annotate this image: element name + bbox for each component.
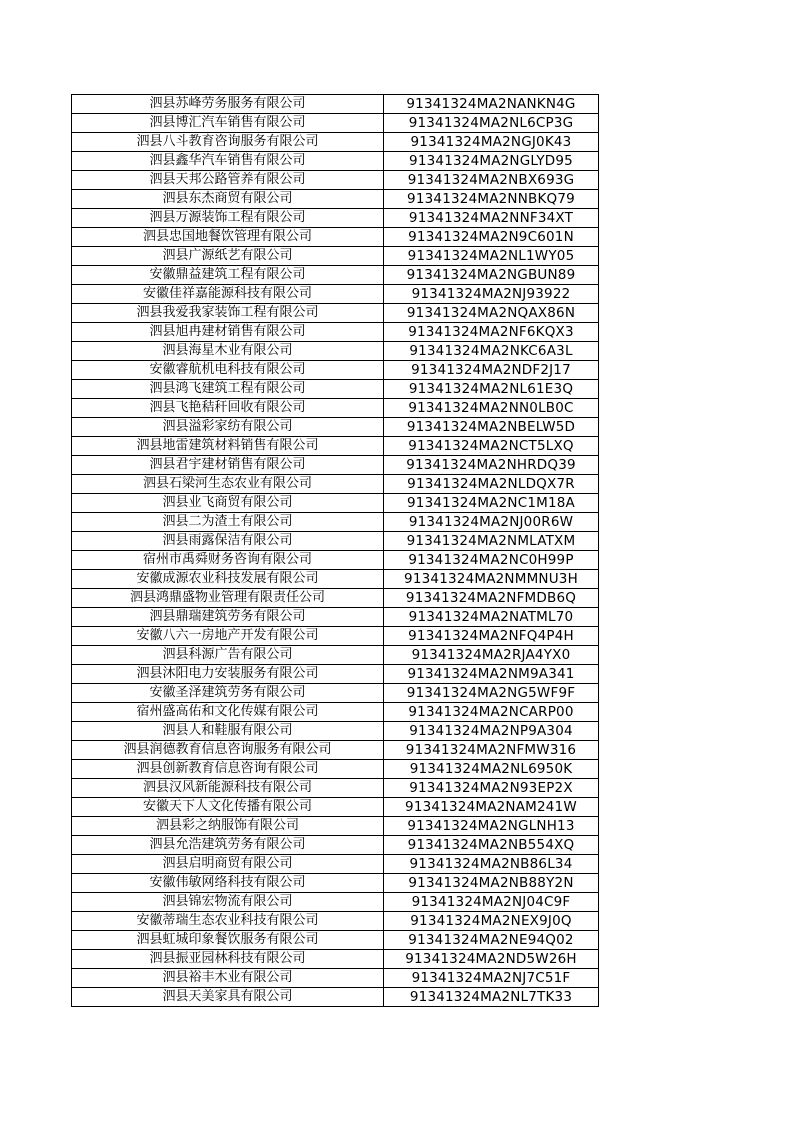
credit-code-cell: 91341324MA2NNBKQ79	[384, 190, 599, 209]
company-name-cell: 安徽天下人文化传播有限公司	[72, 798, 384, 817]
credit-code-cell: 91341324MA2NANKN4G	[384, 95, 599, 114]
company-name-cell: 泗县海星木业有限公司	[72, 342, 384, 361]
credit-code-cell: 91341324MA2NATML70	[384, 608, 599, 627]
table-row	[72, 323, 599, 342]
table-row	[72, 304, 599, 323]
company-name-cell: 泗县鑫华汽车销售有限公司	[72, 152, 384, 171]
table-row	[72, 399, 599, 418]
company-name-cell: 泗县业飞商贸有限公司	[72, 494, 384, 513]
company-name-cell: 安徽蒂瑞生态农业科技有限公司	[72, 912, 384, 931]
credit-code-cell: 91341324MA2NHRDQ39	[384, 456, 599, 475]
credit-code-cell: 91341324MA2NL7TK33	[384, 988, 599, 1007]
company-name-cell: 泗县科源广告有限公司	[72, 646, 384, 665]
credit-code-cell: 91341324MA2ND5W26H	[384, 950, 599, 969]
credit-code-cell: 91341324MA2NC1M18A	[384, 494, 599, 513]
credit-code-cell: 91341324MA2NJ00R6W	[384, 513, 599, 532]
company-name-cell: 泗县忠国地餐饮管理有限公司	[72, 228, 384, 247]
company-name-cell: 泗县天邦公路管养有限公司	[72, 171, 384, 190]
credit-code-cell: 91341324MA2NGLYD95	[384, 152, 599, 171]
credit-code-cell: 91341324MA2NL6950K	[384, 760, 599, 779]
table-row	[72, 893, 599, 912]
table-row	[72, 95, 599, 114]
credit-code-cell: 91341324MA2NGJ0K43	[384, 133, 599, 152]
company-name-cell: 泗县鸿飞建筑工程有限公司	[72, 380, 384, 399]
credit-code-cell: 91341324MA2NCT5LXQ	[384, 437, 599, 456]
table-row	[72, 779, 599, 798]
company-name-cell: 宿州市禹舜财务咨询有限公司	[72, 551, 384, 570]
credit-code-cell: 91341324MA2NFMW316	[384, 741, 599, 760]
table-row	[72, 228, 599, 247]
credit-code-cell: 91341324MA2NGBUN89	[384, 266, 599, 285]
table-row	[72, 266, 599, 285]
company-name-cell: 安徽八六一房地产开发有限公司	[72, 627, 384, 646]
table-row	[72, 133, 599, 152]
table-row	[72, 437, 599, 456]
credit-code-cell: 91341324MA2NM9A341	[384, 665, 599, 684]
company-name-cell: 泗县万源装饰工程有限公司	[72, 209, 384, 228]
company-name-cell: 泗县汉风新能源科技有限公司	[72, 779, 384, 798]
company-name-cell: 泗县溢彩家纺有限公司	[72, 418, 384, 437]
company-name-cell: 泗县锦宏物流有限公司	[72, 893, 384, 912]
table-row	[72, 931, 599, 950]
company-name-cell: 泗县石梁河生态农业有限公司	[72, 475, 384, 494]
company-name-cell: 泗县润德教育信息咨询服务有限公司	[72, 741, 384, 760]
credit-code-cell: 91341324MA2NQAX86N	[384, 304, 599, 323]
company-name-cell: 泗县苏峰劳务服务有限公司	[72, 95, 384, 114]
table-row	[72, 513, 599, 532]
credit-code-cell: 91341324MA2RJA4YX0	[384, 646, 599, 665]
credit-code-cell: 91341324MA2N93EP2X	[384, 779, 599, 798]
company-name-cell: 泗县博汇汽车销售有限公司	[72, 114, 384, 133]
credit-code-cell: 91341324MA2NFQ4P4H	[384, 627, 599, 646]
credit-code-cell: 91341324MA2NJ7C51F	[384, 969, 599, 988]
table-row	[72, 247, 599, 266]
company-name-cell: 泗县彩之纳服饰有限公司	[72, 817, 384, 836]
credit-code-cell: 91341324MA2NFMDB6Q	[384, 589, 599, 608]
company-name-cell: 安徽鼎益建筑工程有限公司	[72, 266, 384, 285]
table-row	[72, 969, 599, 988]
credit-code-cell: 91341324MA2NP9A304	[384, 722, 599, 741]
table-row	[72, 741, 599, 760]
credit-code-cell: 91341324MA2NB86L34	[384, 855, 599, 874]
table-body	[72, 95, 599, 1007]
company-name-cell: 泗县天美家具有限公司	[72, 988, 384, 1007]
table-row	[72, 361, 599, 380]
company-name-cell: 泗县沐阳电力安装服务有限公司	[72, 665, 384, 684]
company-name-cell: 泗县我爱我家装饰工程有限公司	[72, 304, 384, 323]
credit-code-cell: 91341324MA2NN0LB0C	[384, 399, 599, 418]
table-row	[72, 380, 599, 399]
company-name-cell: 泗县创新教育信息咨询有限公司	[72, 760, 384, 779]
company-name-cell: 泗县鸿鼎盛物业管理有限责任公司	[72, 589, 384, 608]
table-row	[72, 988, 599, 1007]
table-row	[72, 703, 599, 722]
credit-code-cell: 91341324MA2NF6KQX3	[384, 323, 599, 342]
credit-code-cell: 91341324MA2N9C601N	[384, 228, 599, 247]
company-registry-table	[71, 94, 599, 1007]
company-name-cell: 泗县振亚园林科技有限公司	[72, 950, 384, 969]
company-name-cell: 安徽成源农业科技发展有限公司	[72, 570, 384, 589]
table-row	[72, 342, 599, 361]
credit-code-cell: 91341324MA2NMLATXM	[384, 532, 599, 551]
credit-code-cell: 91341324MA2NGLNH13	[384, 817, 599, 836]
table-row	[72, 114, 599, 133]
company-name-cell: 安徽睿航机电科技有限公司	[72, 361, 384, 380]
credit-code-cell: 91341324MA2NBELW5D	[384, 418, 599, 437]
company-name-cell: 安徽佳祥嘉能源科技有限公司	[72, 285, 384, 304]
table-row	[72, 608, 599, 627]
credit-code-cell: 91341324MA2NEX9J0Q	[384, 912, 599, 931]
company-name-cell: 安徽圣泽建筑劳务有限公司	[72, 684, 384, 703]
table-row	[72, 285, 599, 304]
credit-code-cell: 91341324MA2NG5WF9F	[384, 684, 599, 703]
company-name-cell: 泗县虹城印象餐饮服务有限公司	[72, 931, 384, 950]
table-row	[72, 855, 599, 874]
company-name-cell: 安徽伟敏网络科技有限公司	[72, 874, 384, 893]
table-row	[72, 836, 599, 855]
credit-code-cell: 91341324MA2NB88Y2N	[384, 874, 599, 893]
company-name-cell: 泗县地雷建筑材料销售有限公司	[72, 437, 384, 456]
table-row	[72, 589, 599, 608]
company-name-cell: 泗县君宇建材销售有限公司	[72, 456, 384, 475]
credit-code-cell: 91341324MA2NB554XQ	[384, 836, 599, 855]
table-row	[72, 171, 599, 190]
table-row	[72, 722, 599, 741]
table-row	[72, 570, 599, 589]
table-row	[72, 627, 599, 646]
table-row	[72, 950, 599, 969]
credit-code-cell: 91341324MA2NJ04C9F	[384, 893, 599, 912]
table-row	[72, 152, 599, 171]
credit-code-cell: 91341324MA2NLDQX7R	[384, 475, 599, 494]
credit-code-cell: 91341324MA2NBX693G	[384, 171, 599, 190]
table-row	[72, 532, 599, 551]
company-name-cell: 泗县启明商贸有限公司	[72, 855, 384, 874]
company-name-cell: 泗县东杰商贸有限公司	[72, 190, 384, 209]
table-row	[72, 665, 599, 684]
table-row	[72, 646, 599, 665]
company-name-cell: 泗县裕丰木业有限公司	[72, 969, 384, 988]
company-name-cell: 泗县广源纸艺有限公司	[72, 247, 384, 266]
credit-code-cell: 91341324MA2NCARP00	[384, 703, 599, 722]
company-name-cell: 泗县八斗教育咨询服务有限公司	[72, 133, 384, 152]
company-name-cell: 泗县旭冉建材销售有限公司	[72, 323, 384, 342]
credit-code-cell: 91341324MA2NMMNU3H	[384, 570, 599, 589]
table-row	[72, 190, 599, 209]
table-row	[72, 418, 599, 437]
table-row	[72, 760, 599, 779]
company-name-cell: 泗县允浩建筑劳务有限公司	[72, 836, 384, 855]
table-row	[72, 684, 599, 703]
credit-code-cell: 91341324MA2NL1WY05	[384, 247, 599, 266]
company-name-cell: 泗县飞艳秸秆回收有限公司	[72, 399, 384, 418]
company-name-cell: 泗县雨露保洁有限公司	[72, 532, 384, 551]
credit-code-cell: 91341324MA2NC0H99P	[384, 551, 599, 570]
credit-code-cell: 91341324MA2NL61E3Q	[384, 380, 599, 399]
table-row	[72, 456, 599, 475]
table-row	[72, 798, 599, 817]
credit-code-cell: 91341324MA2NJ93922	[384, 285, 599, 304]
credit-code-cell: 91341324MA2NAM241W	[384, 798, 599, 817]
table-row	[72, 494, 599, 513]
table-row	[72, 551, 599, 570]
table-row	[72, 209, 599, 228]
table-row	[72, 912, 599, 931]
company-name-cell: 宿州盛高佑和文化传媒有限公司	[72, 703, 384, 722]
credit-code-cell: 91341324MA2NE94Q02	[384, 931, 599, 950]
company-name-cell: 泗县鼎瑞建筑劳务有限公司	[72, 608, 384, 627]
credit-code-cell: 91341324MA2NDF2J17	[384, 361, 599, 380]
company-name-cell: 泗县人和鞋服有限公司	[72, 722, 384, 741]
company-name-cell: 泗县二为渣土有限公司	[72, 513, 384, 532]
table-row	[72, 874, 599, 893]
credit-code-cell: 91341324MA2NL6CP3G	[384, 114, 599, 133]
table-row	[72, 817, 599, 836]
table-row	[72, 475, 599, 494]
credit-code-cell: 91341324MA2NKC6A3L	[384, 342, 599, 361]
credit-code-cell: 91341324MA2NNF34XT	[384, 209, 599, 228]
